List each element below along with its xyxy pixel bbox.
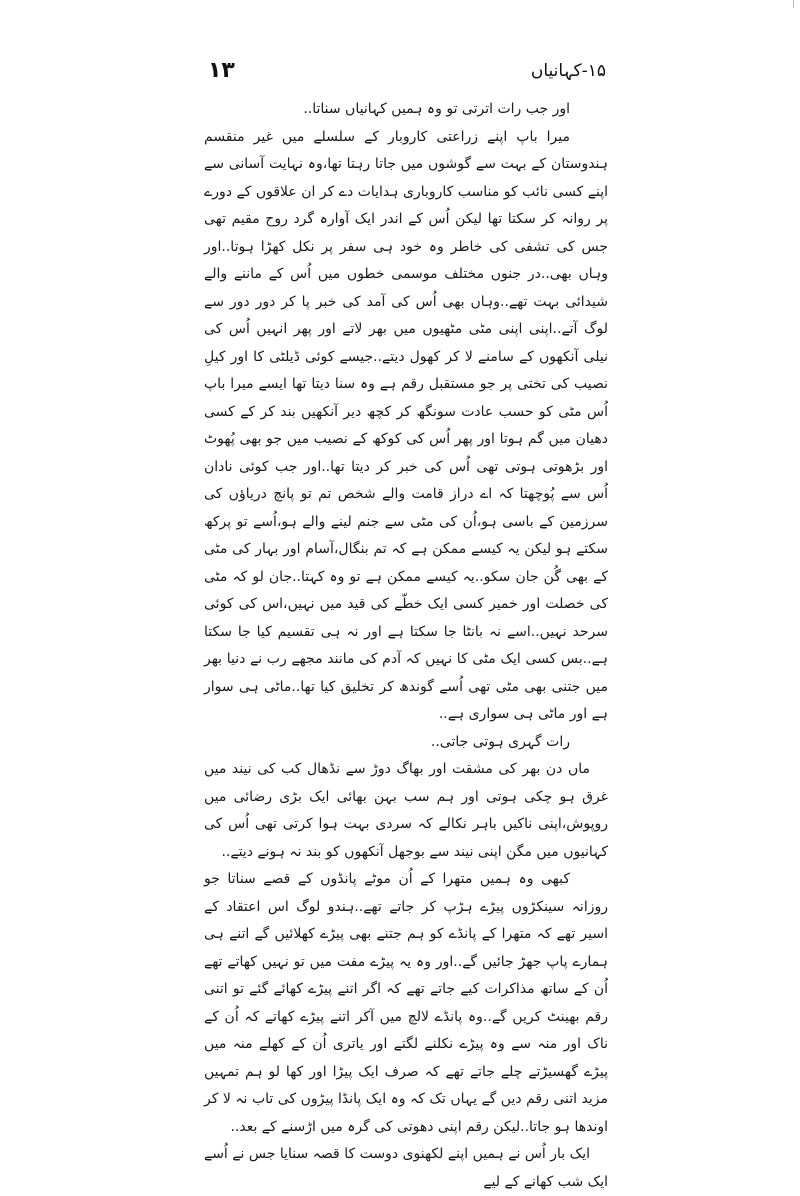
running-title: ۱۵-کہانیاں xyxy=(530,61,606,81)
paragraph-6: ایک بار اُس نے ہمیں اپنے لکھنوی دوست کا قصہ سنایا جس نے اُسے ایک شب کھانے کے لیے xyxy=(204,1146,608,1190)
paragraph-2: میرا باپ اپنے زراعتی کاروبار کے سلسلے میں غیر منقسم ہندوستان کے بہت سے گوشوں میں جاتا رہتا تھا،وہ نہایت آسانی سے اپنے کسی نائب کو مناسب کاروباری ہدایات دے کر ان علاقوں کے دورے پر روانہ کر سکتا تھا لیکن اُس کے اندر ایک آوارہ گرد روح مقیم تھی جس کی تشفی کی خاطر وہ خود ہی سفر پر نکل کھڑا ہوتا..اور وہاں بھی..در جنوں مختلف موسمی خطوں میں اُس کے ماننے والے شیدائی بہت تھے..وہاں بھی اُس کی آمد کی خبر پا کر دور دور سے لوگ آتے..اپنی اپنی مٹی مٹھیوں میں بھر لاتے اور پھر انہیں اُس کی نیلی آنکھوں کے سامنے لا کر کھول دیتے..جیسے کوئی ڈیلٹی کا اور کیلِ نصیب کی تختی پر جو مستقبل رقم ہے وہ سنا دیتا تھا ایسے میرا باپ اُس مٹی کو حسب عادت سونگھ کر کچھ دیر آنکھیں بند کر کے کسی دھیان میں گم ہوتا اور پھر اُس کی کوکھ کے نصیب میں جو بھی پُھوٹ اور بڑھوتی ہوتی تھی اُس کی خبر کر دیتا تھا..اور جب کوئی نادان اُس سے پُوچھتا کہ اے دراز قامت والے شخص تم تو پانچ دریاؤں کی سرزمین کے باسی ہو،اُن کی مٹی سے جنم لینے والے ہو،اُسے تو پرکھ سکتے ہو لیکن یہ کیسے ممکن ہے کہ تم بنگال،آسام اور بہار کی مٹی کے بھی گُن جان سکو..یہ کیسے ممکن ہے تو وہ کہتا..جان لو کہ مٹی کی خصلت اور خمیر کسی ایک خطّے کی قید میں نہیں،اس کی کوئی سرحد نہیں..اسے نہ بانٹا جا سکتا ہے اور نہ ہی تقسیم کیا جا سکتا ہے..بس کسی ایک مٹی کا نہیں کہ آدم کی مانند مجھے رب نے دنیا بھر میں جتنی بھی مٹی تھی اُسے گوندھ کر تخلیق کیا تھا..ماٹی ہی سوار ہے اور ماٹی ہی سواری ہے.. xyxy=(204,128,609,722)
body-text xyxy=(204,96,608,1196)
page-header xyxy=(208,56,606,90)
paragraph-3: رات گہری ہوتی جاتی.. xyxy=(430,733,570,750)
paragraph-5: کبھی وہ ہمیں متھرا کے اُن موٹے پانڈوں کے قصے سناتا جو روزانہ سینکڑوں پیڑے ہڑپ کر جاتے تھے..ہندو لوگ اس اعتقاد کے اسیر تھے کہ متھرا کے پانڈے کو ہم جتنے بھی پیڑے کھلائیں گے اتنے ہی ہمارے پاپ جھڑ جائیں گے..اور وہ یہ پیڑے مفت میں تو نہیں کھاتے تھے اُن کے ساتھ مذاکرات کیے جاتے تھے کہ اگر اتنے پیڑے کھائے گئے تو اتنی رقم بھینٹ کریں گے..وہ پانڈے لالچ میں آکر اتنے پیڑے کھاتے کہ اُن کے ناک اور منہ سے وہ پیڑے نکلنے لگتے اور یاتری اُن کے کھلے منہ میں پیڑے گھسیڑتے چلے جاتے تھے کہ صرف ایک پیڑا اور کھا لو ہم تمہیں مزید اتنی رقم دیں گے یہاں تک کہ وہ ایک پانڈا پیڑوں کی تاب نہ لا کر اوندھا ہو جاتا..لیکن رقم اپنی دھوتی کی گرہ میں اڑسنے کے بعد.. xyxy=(204,871,608,1135)
page-edge xyxy=(793,0,800,8)
paragraph-1: اور جب رات اترتی تو وہ ہمیں کہانیاں سناتا.. xyxy=(303,101,570,117)
page-number: ۱۳ xyxy=(208,58,235,83)
paragraph-4: ماں دن بھر کی مشقت اور بھاگ دوڑ سے نڈھال کب کی نیند میں غرق ہو چکی ہوتی اور ہم سب بہن بھائی ایک بڑی رضائی میں روپوش،اپنی ناکیں باہر نکالے کہ سردی بہت ہوا کرتی تھی اُس کی کہانیوں میں مگن اپنی نیند سے بوجھل آنکھوں کو بند نہ ہونے دیتے.. xyxy=(204,761,608,860)
